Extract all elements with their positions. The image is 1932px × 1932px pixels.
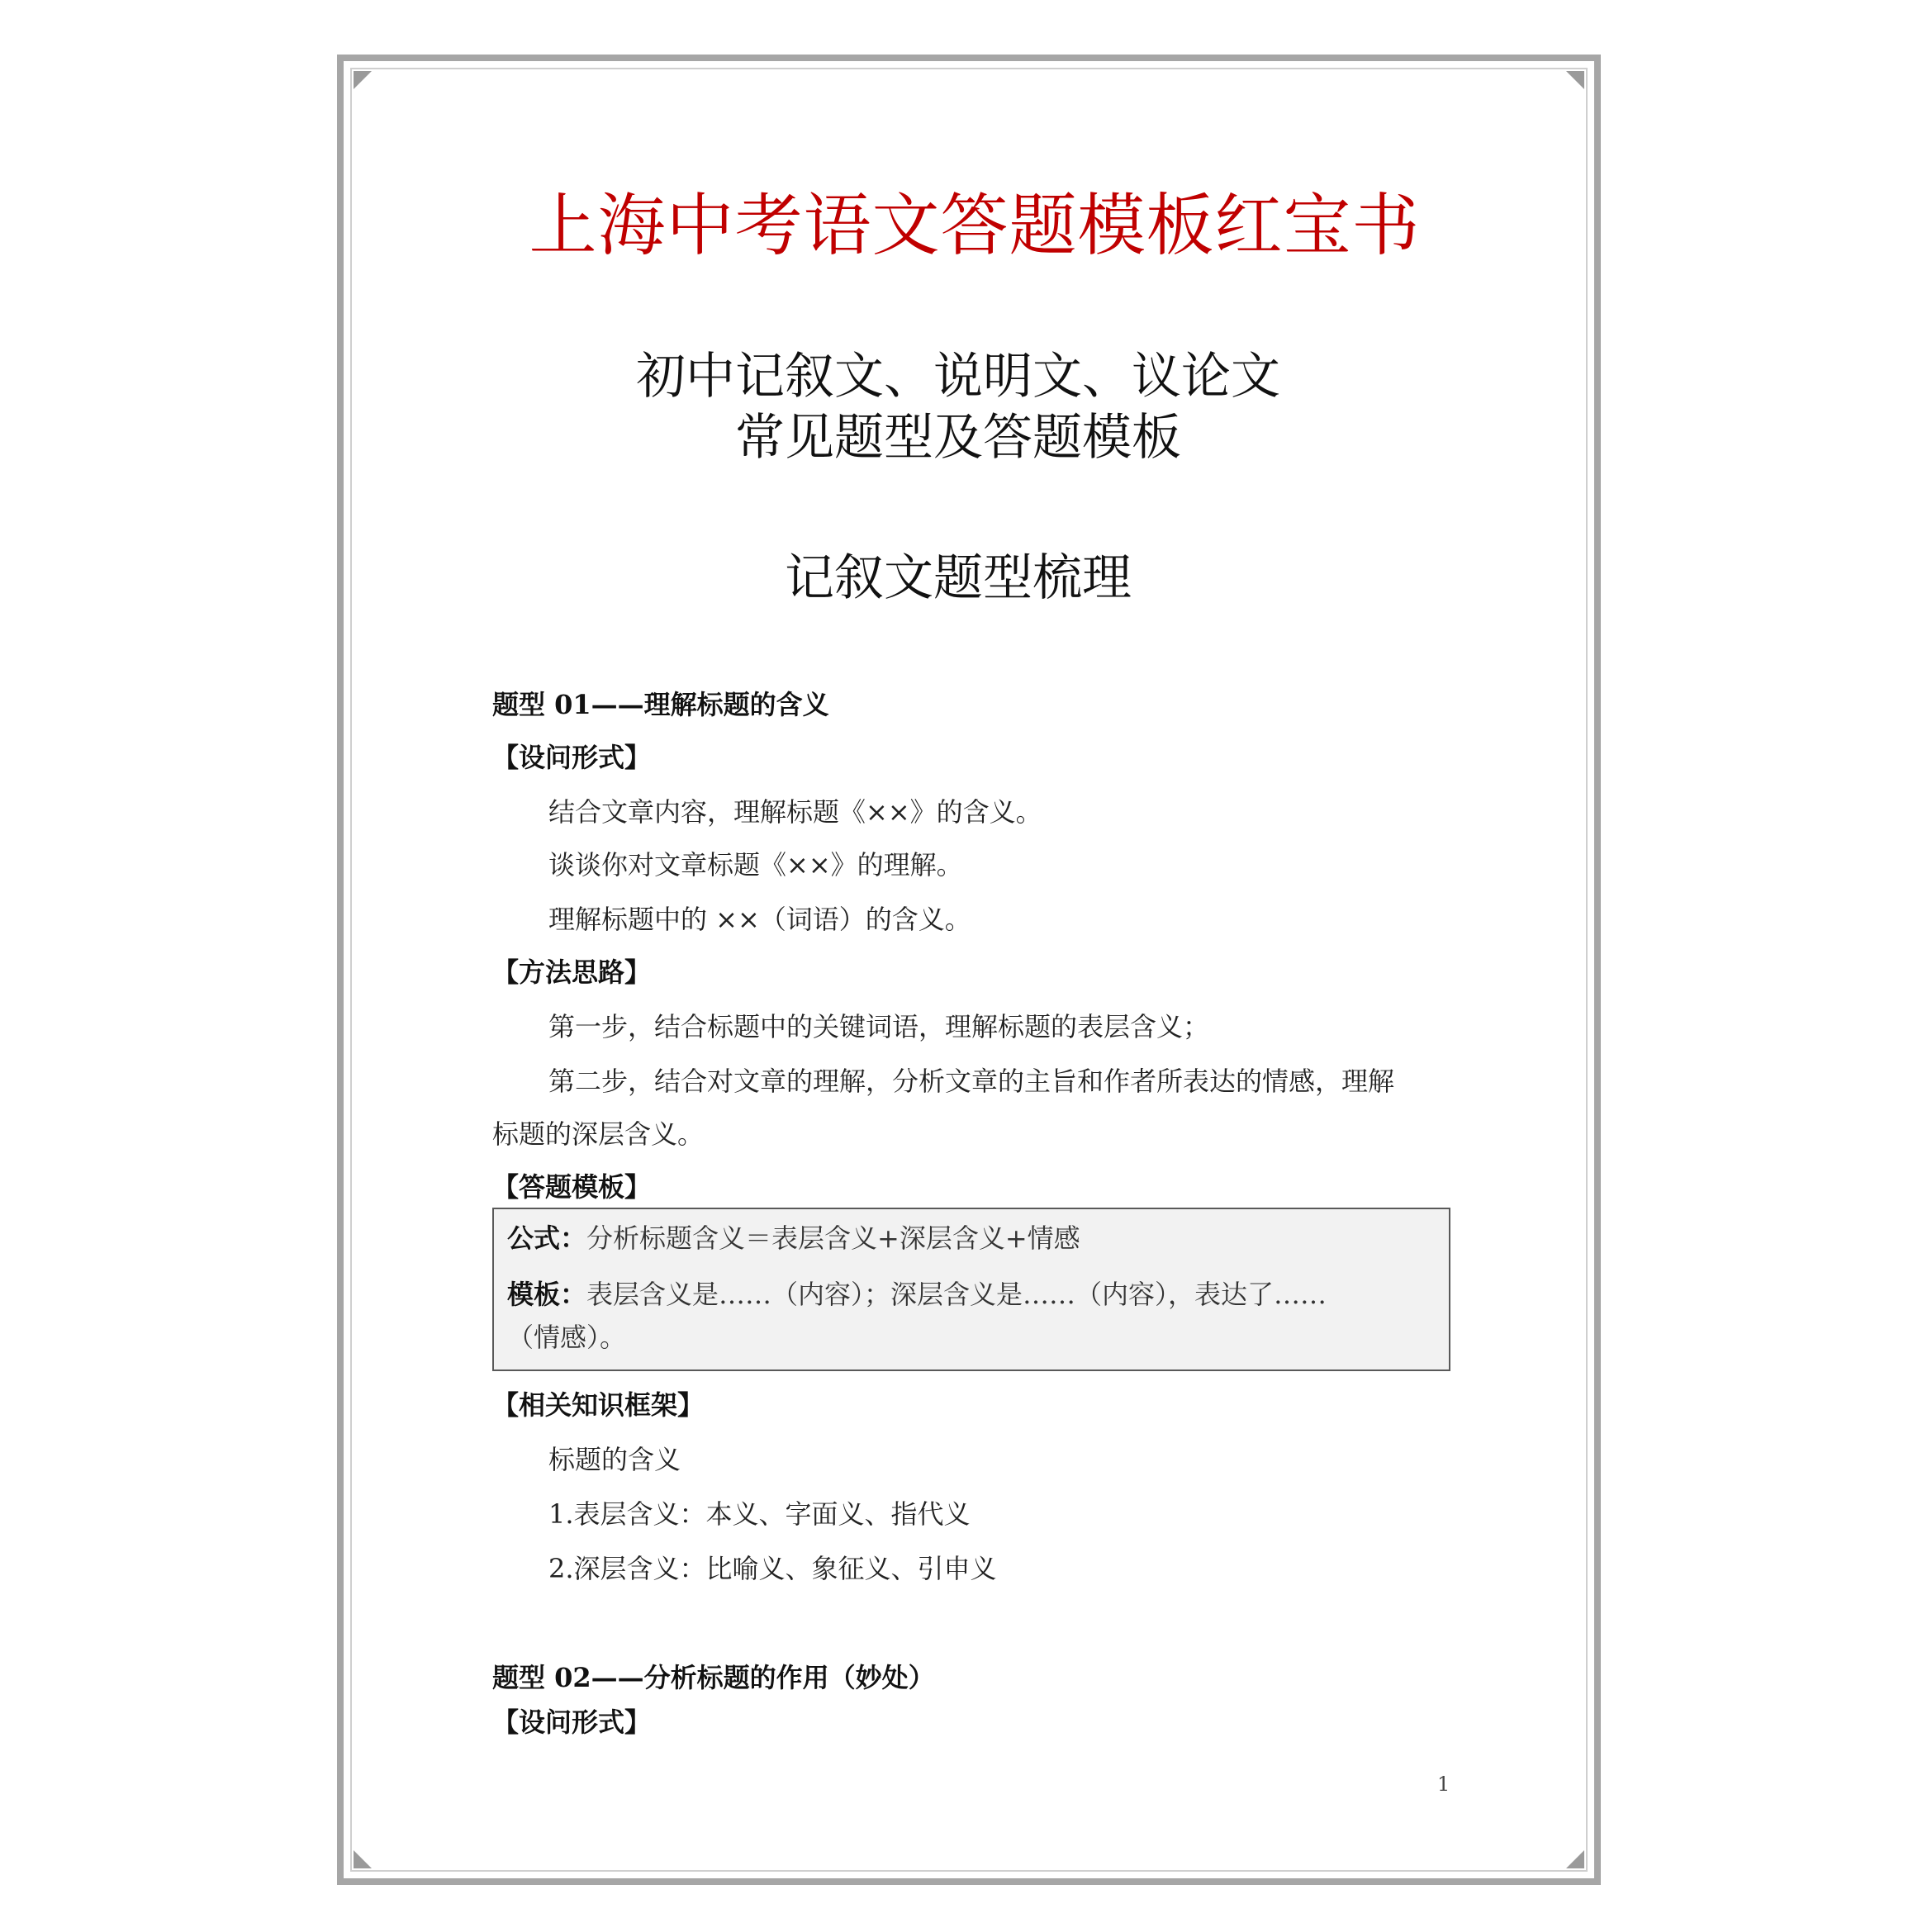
type01-method-step-2: 第二步，结合对文章的理解，分析文章的主旨和作者所表达的情感，理解	[548, 1066, 1395, 1097]
type01-template-label: 【答题模板】	[492, 1171, 652, 1203]
knowledge-item-1: 1.表层含义：本义、字面义、指代义	[548, 1498, 971, 1530]
type01-heading: 题型 01——理解标题的含义	[492, 689, 829, 720]
page-number: 1	[1437, 1773, 1450, 1796]
type01-question-3: 理解标题中的 ××（词语）的含义。	[548, 904, 971, 935]
type01-question-1: 结合文章内容，理解标题《××》的含义。	[548, 796, 1042, 828]
type01-method-label: 【方法思路】	[492, 957, 652, 988]
formula-label: 公式：	[507, 1222, 587, 1254]
type01-method-step-1: 第一步，结合标题中的关键词语，理解标题的表层含义；	[548, 1011, 1210, 1042]
type01-question-form-label: 【设问形式】	[492, 742, 652, 773]
knowledge-item-2: 2.深层含义：比喻义、象征义、引申义	[548, 1553, 997, 1584]
corner-ornament-top-left	[354, 71, 372, 89]
answer-template-box	[492, 1208, 1450, 1371]
type02-heading: 题型 02——分析标题的作用（妙处）	[492, 1662, 935, 1693]
type01-knowledge-label: 【相关知识框架】	[492, 1389, 705, 1421]
formula-text: 分析标题含义＝表层含义+深层含义+情感	[586, 1222, 1080, 1254]
subtitle-line-2: 常见题型及答题模板	[735, 409, 1181, 467]
type02-question-form-label: 【设问形式】	[492, 1707, 652, 1738]
template-text: 表层含义是……（内容）；深层含义是……（内容），表达了……	[586, 1279, 1327, 1310]
document-title: 上海中考语文答题模板红宝书	[529, 187, 1421, 265]
corner-ornament-top-right	[1566, 71, 1584, 89]
formula-row	[507, 1218, 1080, 1256]
type01-question-2: 谈谈你对文章标题《××》的理解。	[548, 849, 963, 881]
template-row-continued: （情感）。	[507, 1322, 627, 1353]
subtitle-line-1: 初中记叙文、说明文、议论文	[636, 348, 1280, 406]
knowledge-title: 标题的含义	[548, 1444, 681, 1475]
template-row	[507, 1274, 1327, 1312]
corner-ornament-bottom-left	[354, 1850, 372, 1868]
type01-method-step-2-continued: 标题的深层含义。	[492, 1118, 705, 1150]
section-heading: 记叙文题型梳理	[785, 549, 1132, 607]
corner-ornament-bottom-right	[1566, 1850, 1584, 1868]
template-label: 模板：	[507, 1279, 587, 1310]
